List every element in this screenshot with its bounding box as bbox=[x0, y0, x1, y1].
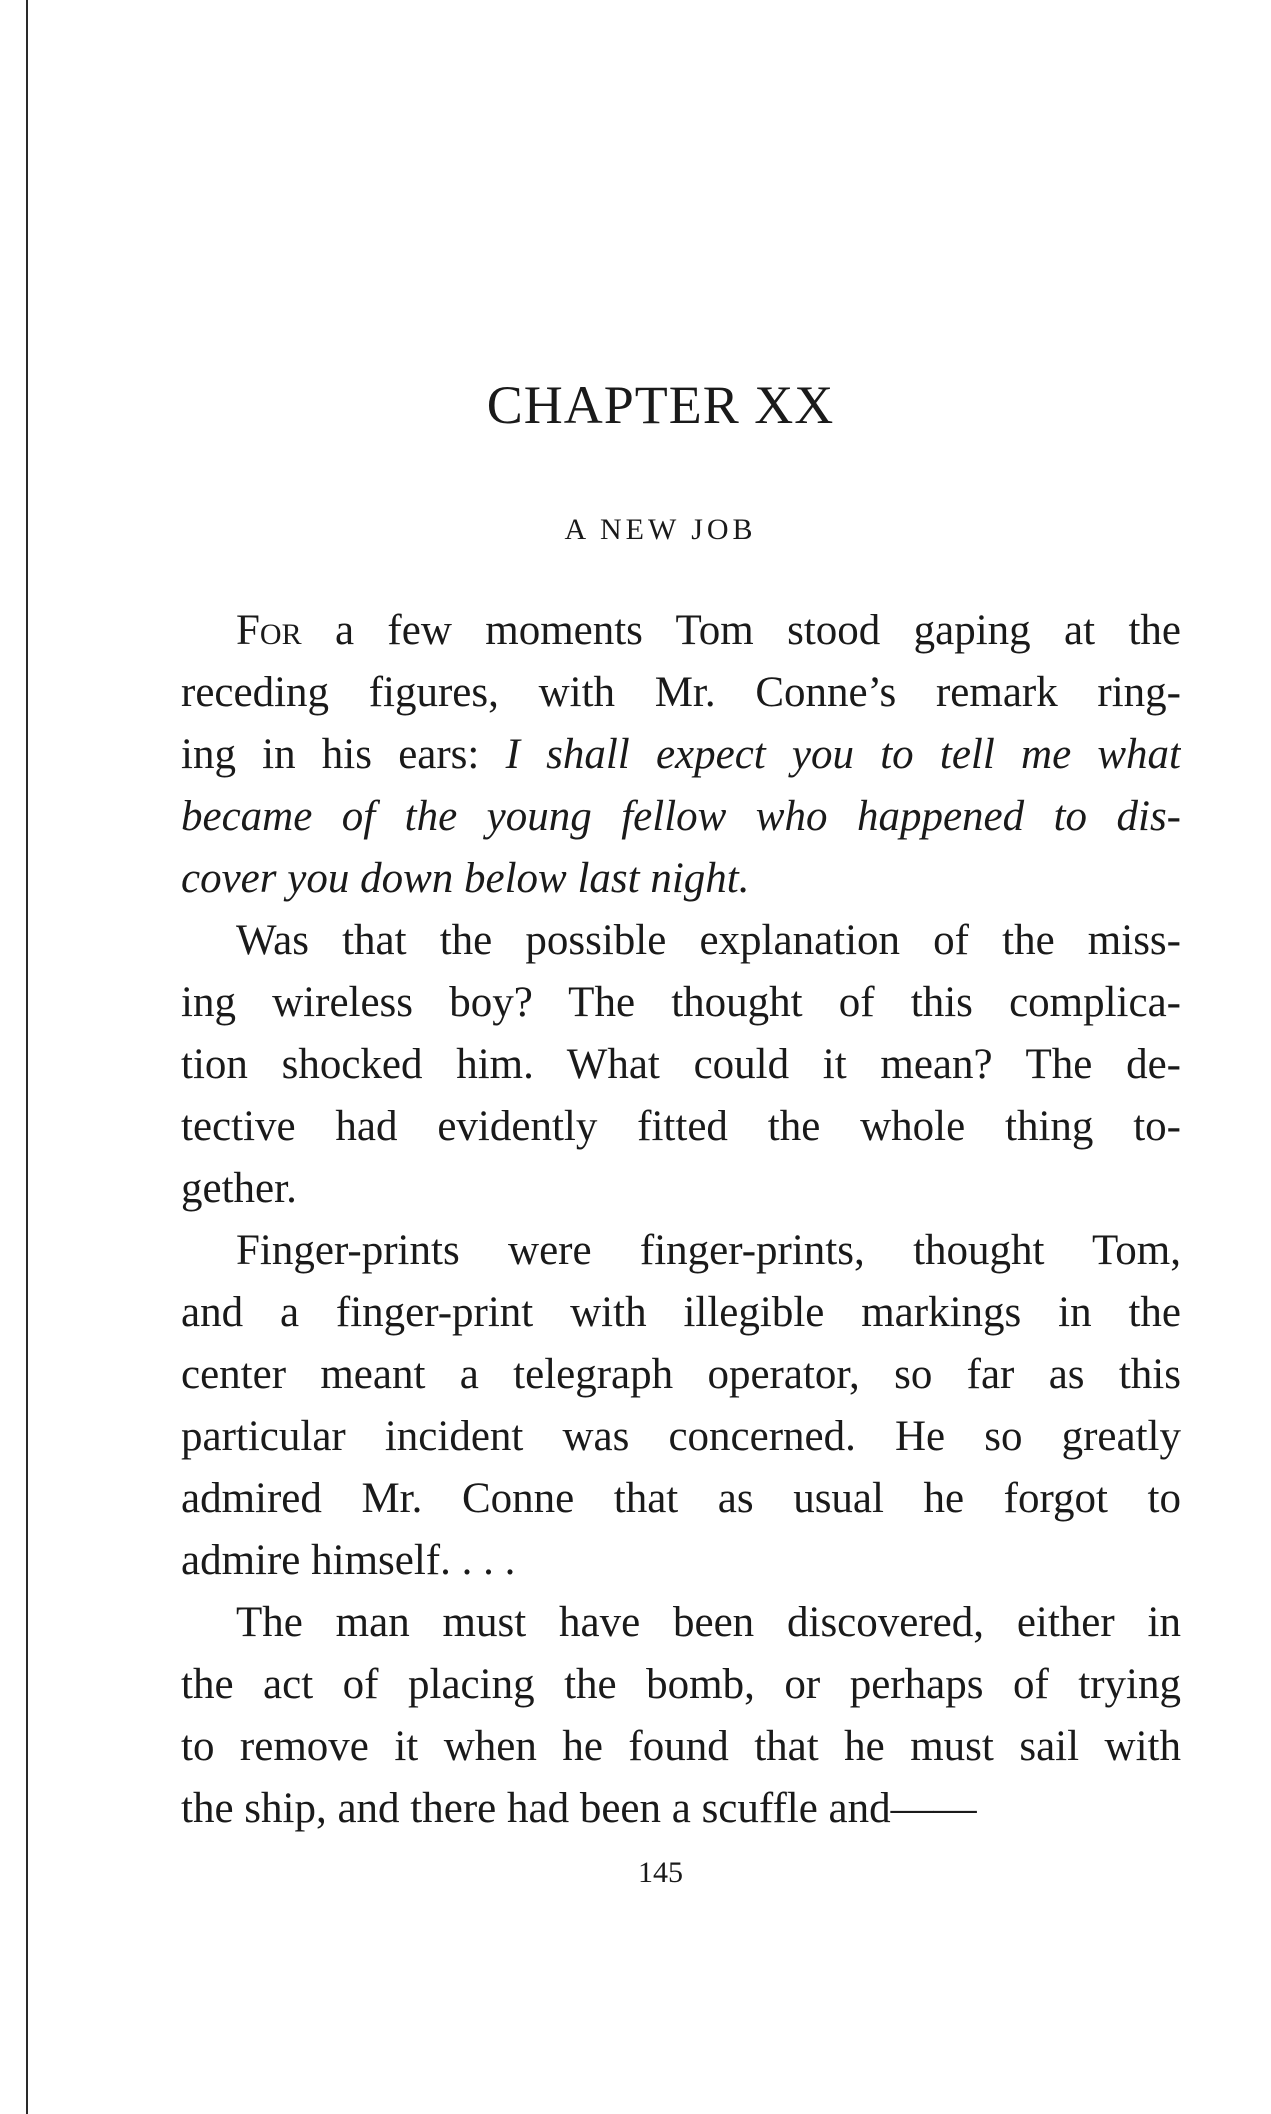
text-line: ing in his ears: I shall expect you to tell me what bbox=[181, 731, 1181, 778]
text-line: became of the young fellow who happened to dis- bbox=[181, 793, 1181, 840]
text-line: For a few moments Tom stood gaping at the bbox=[236, 607, 1181, 654]
text-line: cover you down below last night. bbox=[181, 855, 750, 902]
text-line: The man must have been discovered, either in bbox=[236, 1599, 1181, 1646]
text-line: the ship, and there had been a scuffle and—— bbox=[181, 1785, 977, 1832]
chapter-subtitle: A NEW JOB bbox=[564, 513, 757, 546]
text-line: and a finger-print with illegible markings in the bbox=[181, 1289, 1181, 1336]
paragraph bbox=[181, 910, 1181, 1220]
chapter-heading: CHAPTER XX bbox=[486, 375, 835, 435]
body-text bbox=[181, 600, 1181, 1840]
text-line: admired Mr. Conne that as usual he forgot to bbox=[181, 1475, 1181, 1522]
text-line: tective had evidently fitted the whole thing to- bbox=[181, 1103, 1181, 1150]
text-line: tion shocked him. What could it mean? The de- bbox=[181, 1041, 1181, 1088]
text-line: particular incident was concerned. He so greatly bbox=[181, 1413, 1181, 1460]
drop-word: For bbox=[236, 607, 302, 654]
text-line: receding figures, with Mr. Conne’s remark ring- bbox=[181, 669, 1181, 716]
text-line: admire himself. . . . bbox=[181, 1537, 516, 1584]
paragraph bbox=[181, 1592, 1181, 1840]
text-line: the act of placing the bomb, or perhaps of trying bbox=[181, 1661, 1181, 1708]
text-line: Finger-prints were finger-prints, thought Tom, bbox=[236, 1227, 1181, 1274]
page-number: 145 bbox=[638, 1856, 683, 1889]
paragraph bbox=[181, 600, 1181, 910]
text-line: Was that the possible explanation of the miss- bbox=[236, 917, 1181, 964]
paragraph bbox=[181, 1220, 1181, 1592]
text-line: center meant a telegraph operator, so far as this bbox=[181, 1351, 1181, 1398]
text-line: ing wireless boy? The thought of this complica- bbox=[181, 979, 1181, 1026]
text-line: to remove it when he found that he must sail with bbox=[181, 1723, 1181, 1770]
text-line: gether. bbox=[181, 1165, 297, 1212]
